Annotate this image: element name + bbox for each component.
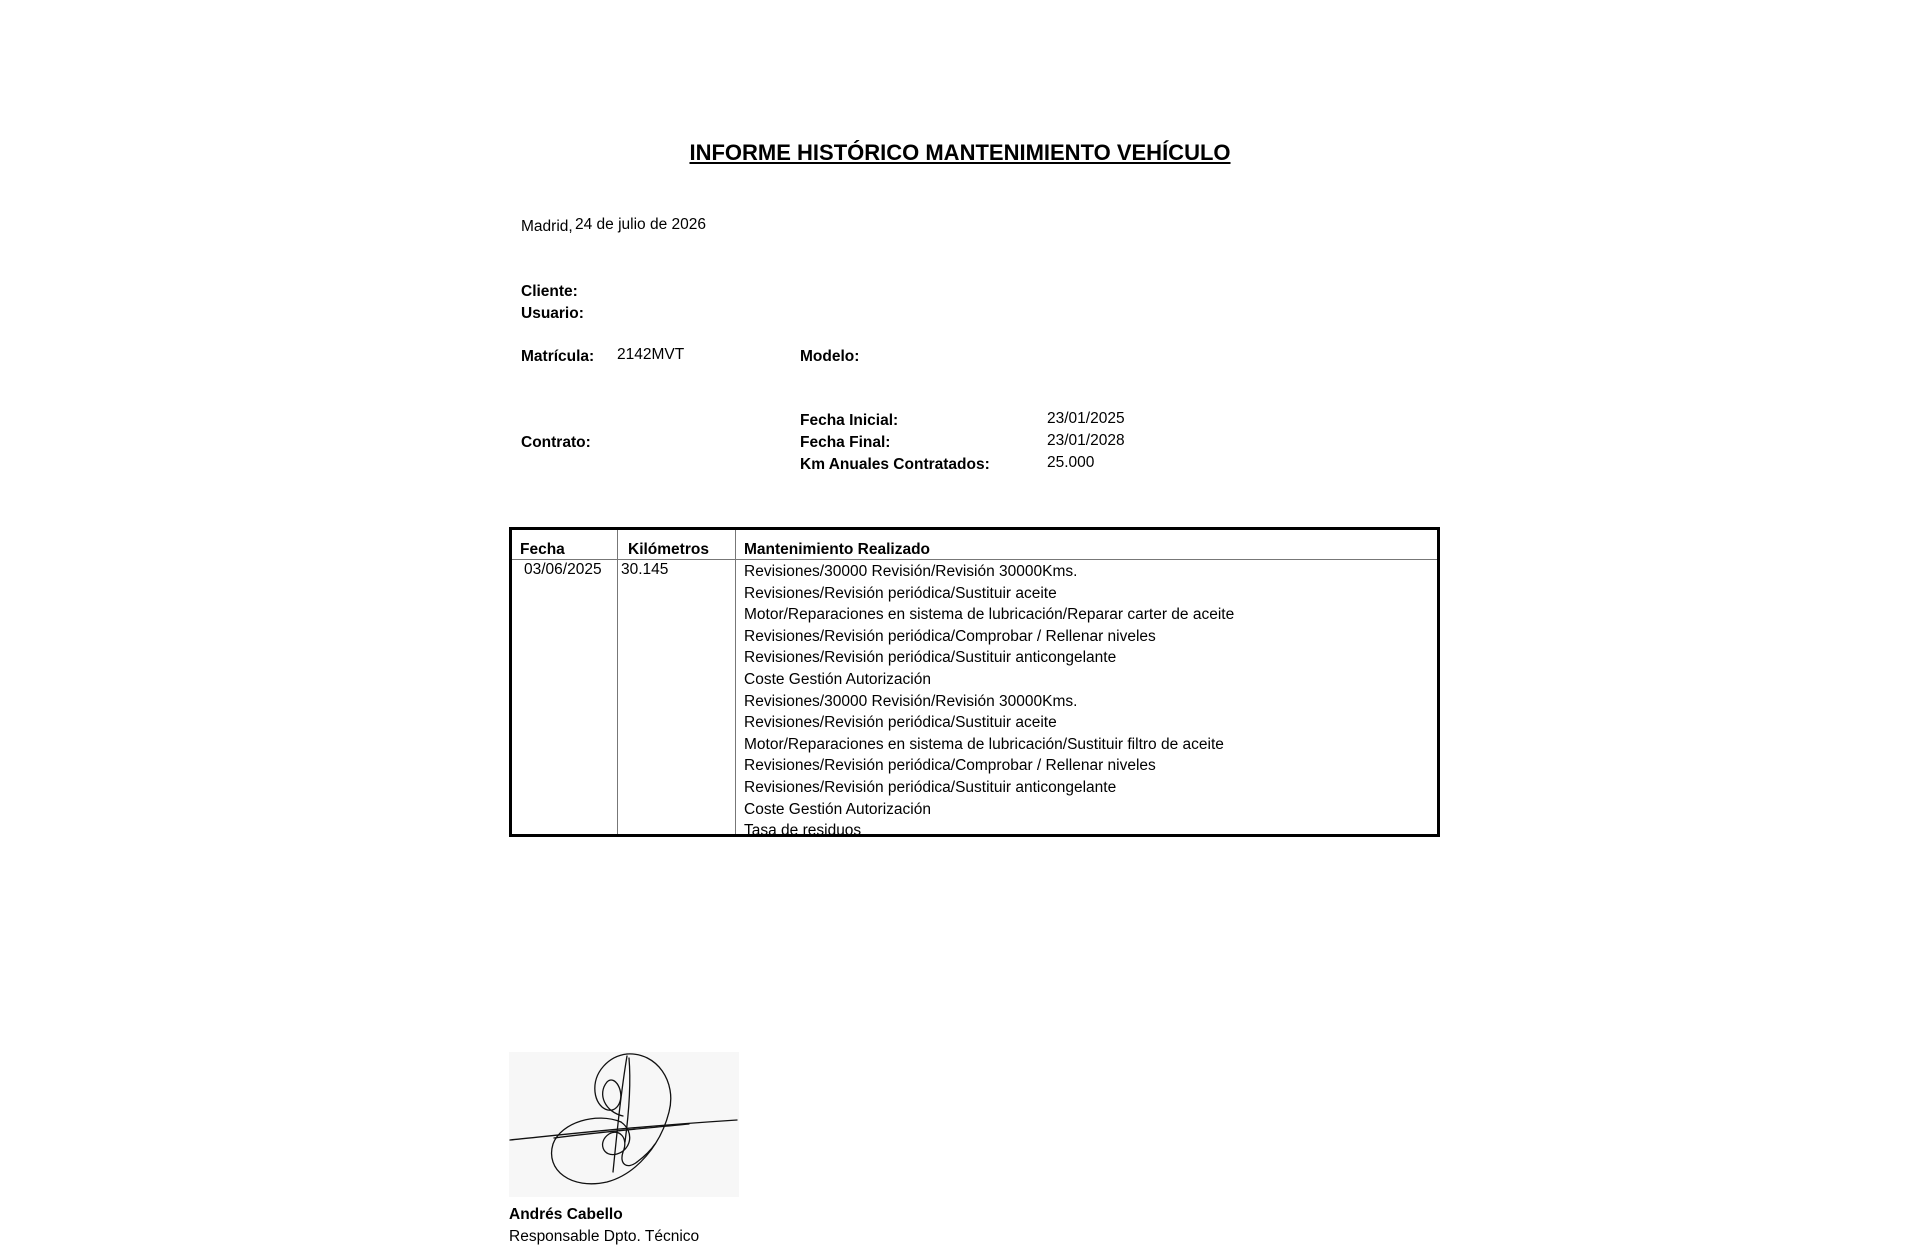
header-kilometros: Kilómetros [628,541,709,558]
maintenance-item: Revisiones/30000 Revisión/Revisión 30000Kms. [744,692,1078,710]
maintenance-item: Revisiones/Revisión periódica/Sustituir aceite [744,584,1057,602]
modelo-label: Modelo: [800,348,860,365]
maintenance-item: Revisiones/Revisión periódica/Comprobar / Rellenar niveles [744,757,1156,775]
report-date: 24 de julio de 2026 [575,216,707,233]
signer-role: Responsable Dpto. Técnico [509,1228,700,1245]
maintenance-item: Revisiones/Revisión periódica/Sustituir anticongelante [744,649,1117,667]
fecha-final-value: 23/01/2028 [1047,432,1125,449]
maintenance-item: Revisiones/Revisión periódica/Comprobar / Rellenar niveles [744,627,1156,645]
maintenance-item: Coste Gestión Autorización [744,800,931,818]
row-kilometros: 30.145 [621,561,669,578]
usuario-label: Usuario: [521,305,584,322]
signature-image [509,1052,739,1197]
maintenance-item: Revisiones/Revisión periódica/Sustituir aceite [744,714,1057,732]
header-fecha: Fecha [520,541,565,558]
fecha-final-label: Fecha Final: [800,434,891,451]
km-anuales-value: 25.000 [1047,454,1095,471]
maintenance-table [509,527,1440,840]
report-place: Madrid, [521,218,573,235]
maintenance-item: Coste Gestión Autorización [744,670,931,688]
column-divider [735,530,736,834]
header-mantenimiento: Mantenimiento Realizado [744,541,931,558]
fecha-inicial-label: Fecha Inicial: [800,412,899,429]
signer-name: Andrés Cabello [509,1206,623,1223]
signature-scribble [509,1052,739,1197]
column-divider [617,530,618,834]
maintenance-item: Motor/Reparaciones en sistema de lubricación/Sustituir filtro de aceite [744,735,1224,753]
cliente-label: Cliente: [521,283,578,300]
maintenance-item: Revisiones/Revisión periódica/Sustituir anticongelante [744,778,1117,796]
matricula-value: 2142MVT [617,346,685,363]
row-fecha: 03/06/2025 [524,561,602,578]
km-anuales-label: Km Anuales Contratados: [800,456,990,473]
matricula-label: Matrícula: [521,348,595,365]
maintenance-item: Motor/Reparaciones en sistema de lubricación/Reparar carter de aceite [744,606,1235,624]
report-title: INFORME HISTÓRICO MANTENIMIENTO VEHÍCULO [689,140,1231,165]
maintenance-items [744,561,1234,842]
maintenance-item: Revisiones/30000 Revisión/Revisión 30000Kms. [744,563,1078,580]
fecha-inicial-value: 23/01/2025 [1047,410,1125,427]
contrato-label: Contrato: [521,434,591,451]
maintenance-item: Tasa de residuos [744,822,862,840]
